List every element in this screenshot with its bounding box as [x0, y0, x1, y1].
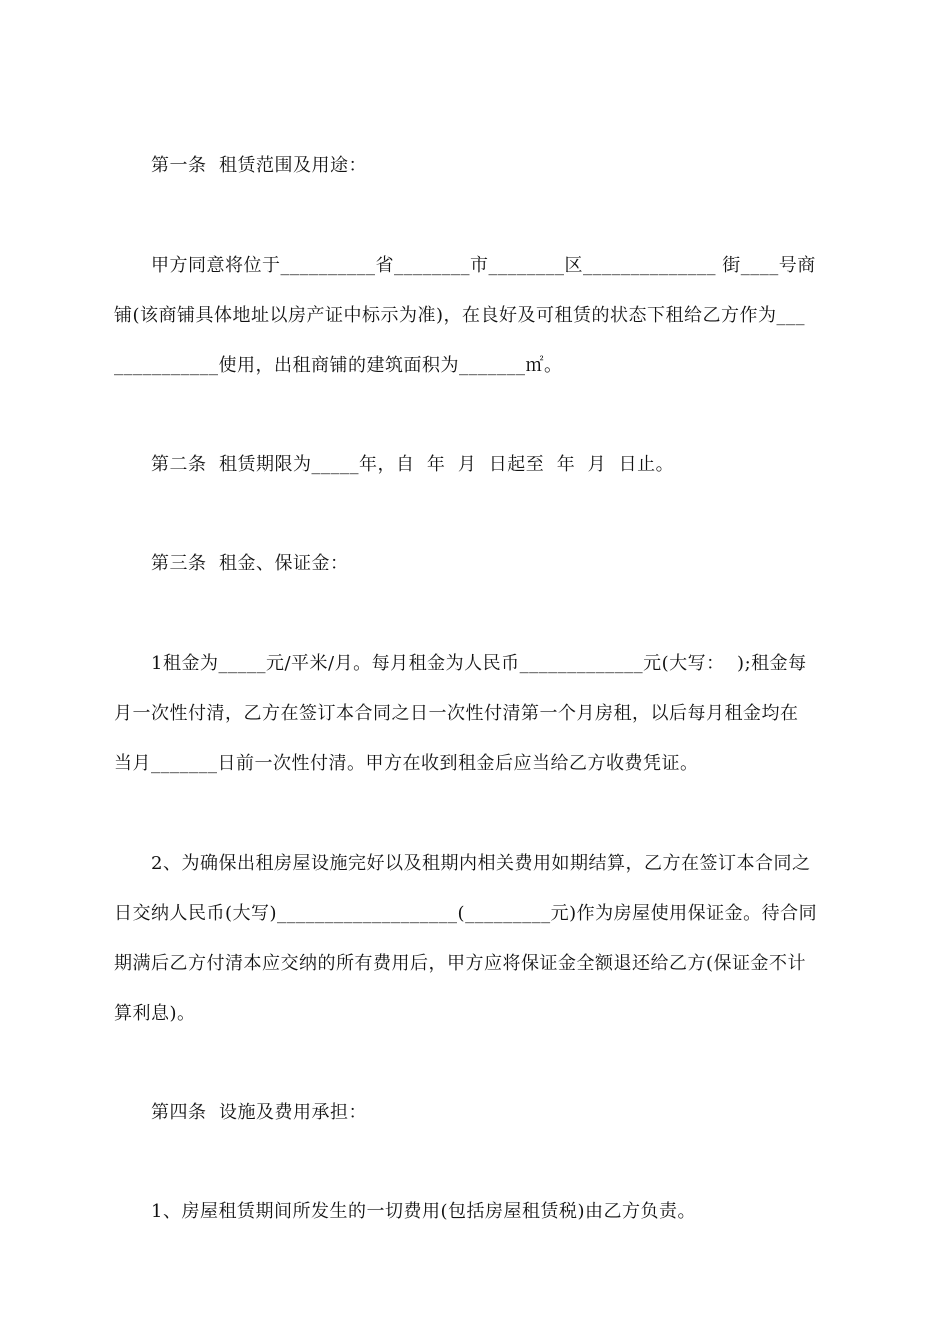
- article-1-heading: 第一条 租赁范围及用途：: [151, 155, 367, 176]
- article-3-item-1-line-1: 1租金为_____元/平米/月。每月租金为人民币_____________元(大写： );租金每: [151, 653, 807, 674]
- article-1-text-line-3: ___________使用，出租商铺的建筑面积为_______㎡。: [114, 355, 563, 376]
- article-3-item-2-line-3: 期满后乙方付清本应交纳的所有费用后，甲方应将保证金全额退还给乙方(保证金不计: [114, 953, 807, 974]
- article-3-heading: 第三条 租金、保证金：: [151, 553, 349, 574]
- article-1-text-line-2: 铺(该商铺具体地址以房产证中标示为准)，在良好及可租赁的状态下租给乙方作为___: [114, 305, 806, 326]
- article-3-item-1-line-2: 月一次性付清，乙方在签订本合同之日一次性付清第一个月房租，以后每月租金均在: [114, 703, 799, 724]
- article-4-heading: 第四条 设施及费用承担：: [151, 1102, 367, 1123]
- article-3-item-2-line-2: 日交纳人民币(大写)___________________(_________元)作为房屋使用保证金。待合同: [114, 903, 818, 924]
- article-3-item-2-line-4: 算利息)。: [114, 1003, 196, 1024]
- article-1-text-line-1: 甲方同意将位于__________省________市________区______________ 街____号商: [151, 255, 816, 276]
- article-3-item-2-line-1: 2、为确保出租房屋设施完好以及租期内相关费用如期结算，乙方在签订本合同之: [151, 853, 811, 874]
- article-4-item-1-line-1: 1、房屋租赁期间所发生的一切费用(包括房屋租赁税)由乙方负责。: [151, 1201, 696, 1222]
- article-2-heading: 第二条 租赁期限为_____年，自 年 月 日起至 年 月 日止。: [151, 454, 675, 475]
- article-3-item-1-line-3: 当月_______日前一次性付清。甲方在收到租金后应当给乙方收费凭证。: [114, 753, 699, 774]
